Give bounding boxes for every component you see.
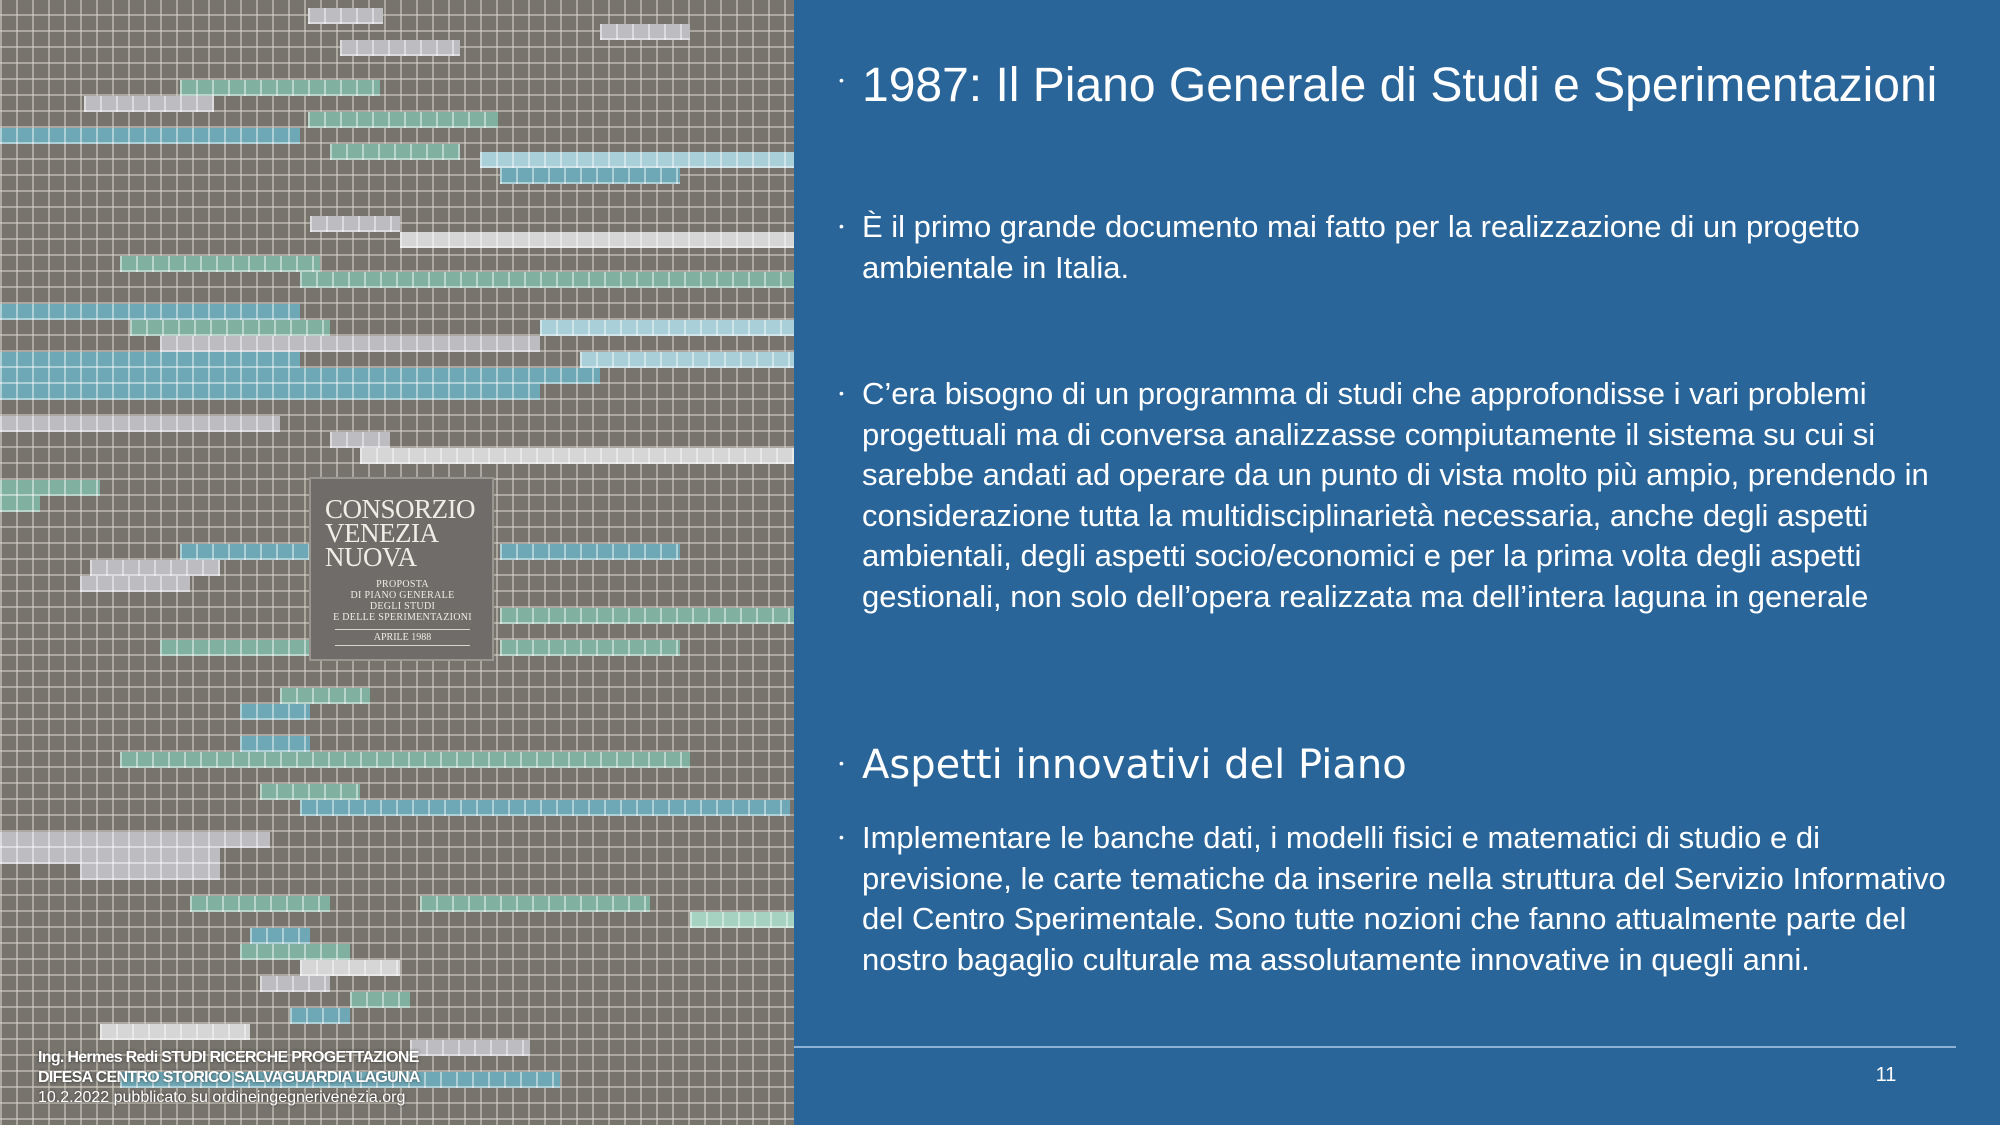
pattern-tile	[0, 352, 300, 368]
subheading-item	[839, 740, 1952, 790]
pattern-tile	[80, 864, 220, 880]
pattern-tile	[120, 256, 320, 272]
logo-subtitle-line-3: DEGLI STUDI	[369, 601, 436, 612]
pattern-tile	[330, 432, 390, 448]
pattern-tile	[580, 352, 794, 368]
pattern-tile	[310, 216, 400, 232]
pattern-tile	[160, 336, 540, 352]
paragraph-item-2	[839, 374, 1952, 617]
pattern-tile	[0, 416, 280, 432]
pattern-tile	[308, 112, 498, 128]
bullet-icon: •	[839, 755, 844, 771]
pattern-tile	[480, 152, 794, 168]
slide-title: 1987: Il Piano Generale di Studi e Sperimentazioni	[862, 59, 1938, 112]
pattern-tile	[300, 800, 790, 816]
pattern-tile	[690, 912, 794, 928]
bullet-icon: •	[839, 218, 844, 234]
pattern-tile	[350, 992, 410, 1008]
pattern-tile	[500, 608, 794, 624]
pattern-tile	[84, 96, 214, 112]
pattern-tile	[500, 640, 680, 656]
consorzio-logo	[309, 477, 494, 661]
pattern-tile	[500, 168, 680, 184]
page-number: 11	[1875, 1064, 1897, 1086]
bullet-icon: •	[839, 385, 844, 401]
credits-line-1: Ing. Hermes Redi STUDI RICERCHE PROGETTAZIONE	[38, 1049, 419, 1066]
pattern-tile	[0, 304, 300, 320]
cover-image	[0, 0, 794, 1125]
pattern-tile	[190, 896, 330, 912]
paragraph-item-3	[839, 818, 1952, 980]
pattern-tile	[600, 24, 690, 40]
pattern-tile	[420, 896, 650, 912]
pattern-tile	[0, 496, 40, 512]
logo-brand-line-1: CONSORZIO	[325, 494, 476, 524]
author-credits	[38, 1048, 420, 1108]
slide-content	[794, 0, 2000, 1125]
pattern-tile	[90, 560, 220, 576]
pattern-tile	[120, 752, 690, 768]
title-item	[839, 55, 1952, 117]
pattern-tile	[540, 320, 794, 336]
paragraph-2: C’era bisogno di un programma di studi che approfondisse i vari problemi progettuali ma di conversa analizzasse compiutamente il sistema su cui si sarebbe andati ad operare da un punto di vista molto più ampio, prendendo in considerazione tutta la multidisciplinarietà necessaria, anche degli aspetti ambientali, degli aspetti socio/economici e per la prima volta degli aspetti gestionali, non solo dell’opera realizzata ma dell’intera laguna in generale	[862, 376, 1929, 614]
pattern-tile	[180, 80, 380, 96]
pattern-tile	[0, 128, 300, 144]
pattern-tile	[260, 976, 330, 992]
footer-divider	[794, 1046, 1956, 1048]
logo-brand-line-2: VENEZIA	[325, 518, 439, 548]
pattern-tile	[500, 544, 680, 560]
pattern-tile	[0, 384, 540, 400]
pattern-tile	[240, 944, 350, 960]
pattern-tile	[180, 544, 310, 560]
pattern-tile	[0, 480, 100, 496]
pattern-tile	[100, 1024, 250, 1040]
logo-brand-line-3: NUOVA	[325, 542, 417, 572]
pattern-tile	[260, 784, 360, 800]
pattern-tile	[300, 960, 400, 976]
logo-subtitle-line-2: DI PIANO GENERALE	[350, 590, 455, 601]
pattern-tile	[340, 40, 460, 56]
pattern-tile	[410, 1040, 530, 1056]
logo-date: APRILE 1988	[335, 629, 470, 646]
pattern-tile	[0, 832, 270, 848]
pattern-tile	[0, 368, 600, 384]
pattern-tile	[290, 1008, 350, 1024]
pattern-tile	[308, 8, 383, 24]
pattern-tile	[360, 448, 794, 464]
pattern-tile	[80, 576, 190, 592]
pattern-tile	[330, 144, 460, 160]
pattern-tile	[400, 232, 794, 248]
pattern-tile	[0, 848, 220, 864]
pattern-tile	[240, 704, 310, 720]
paragraph-1: È il primo grande documento mai fatto per la realizzazione di un progetto ambientale in Italia.	[862, 209, 1860, 285]
pattern-tile	[300, 272, 794, 288]
pattern-tile	[240, 736, 310, 752]
credits-line-3: 10.2.2022 pubblicato su ordineingegnerivenezia.org	[38, 1089, 406, 1106]
logo-subtitle-line-4: E DELLE SPERIMENTAZIONI	[333, 612, 472, 623]
pattern-tile	[130, 320, 330, 336]
section-subheading: Aspetti innovativi del Piano	[862, 742, 1407, 788]
bullet-icon: •	[839, 829, 844, 845]
pattern-tile	[160, 640, 310, 656]
pattern-tile	[250, 928, 310, 944]
pattern-tile	[280, 688, 370, 704]
credits-line-2: DIFESA CENTRO STORICO SALVAGUARDIA LAGUNA	[38, 1069, 420, 1086]
paragraph-3: Implementare le banche dati, i modelli fisici e matematici di studio e di previsione, le carte tematiche da inserire nella struttura del Servizio Informativo del Centro Sperimentale. Sono tutte nozioni che fanno attualmente parte del nostro bagaglio culturale ma assolutamente innovative in quegli anni.	[862, 820, 1946, 977]
logo-subtitle-line-1: PROPOSTA	[376, 579, 429, 590]
paragraph-item-1	[839, 207, 1952, 288]
bullet-icon: •	[839, 72, 844, 88]
